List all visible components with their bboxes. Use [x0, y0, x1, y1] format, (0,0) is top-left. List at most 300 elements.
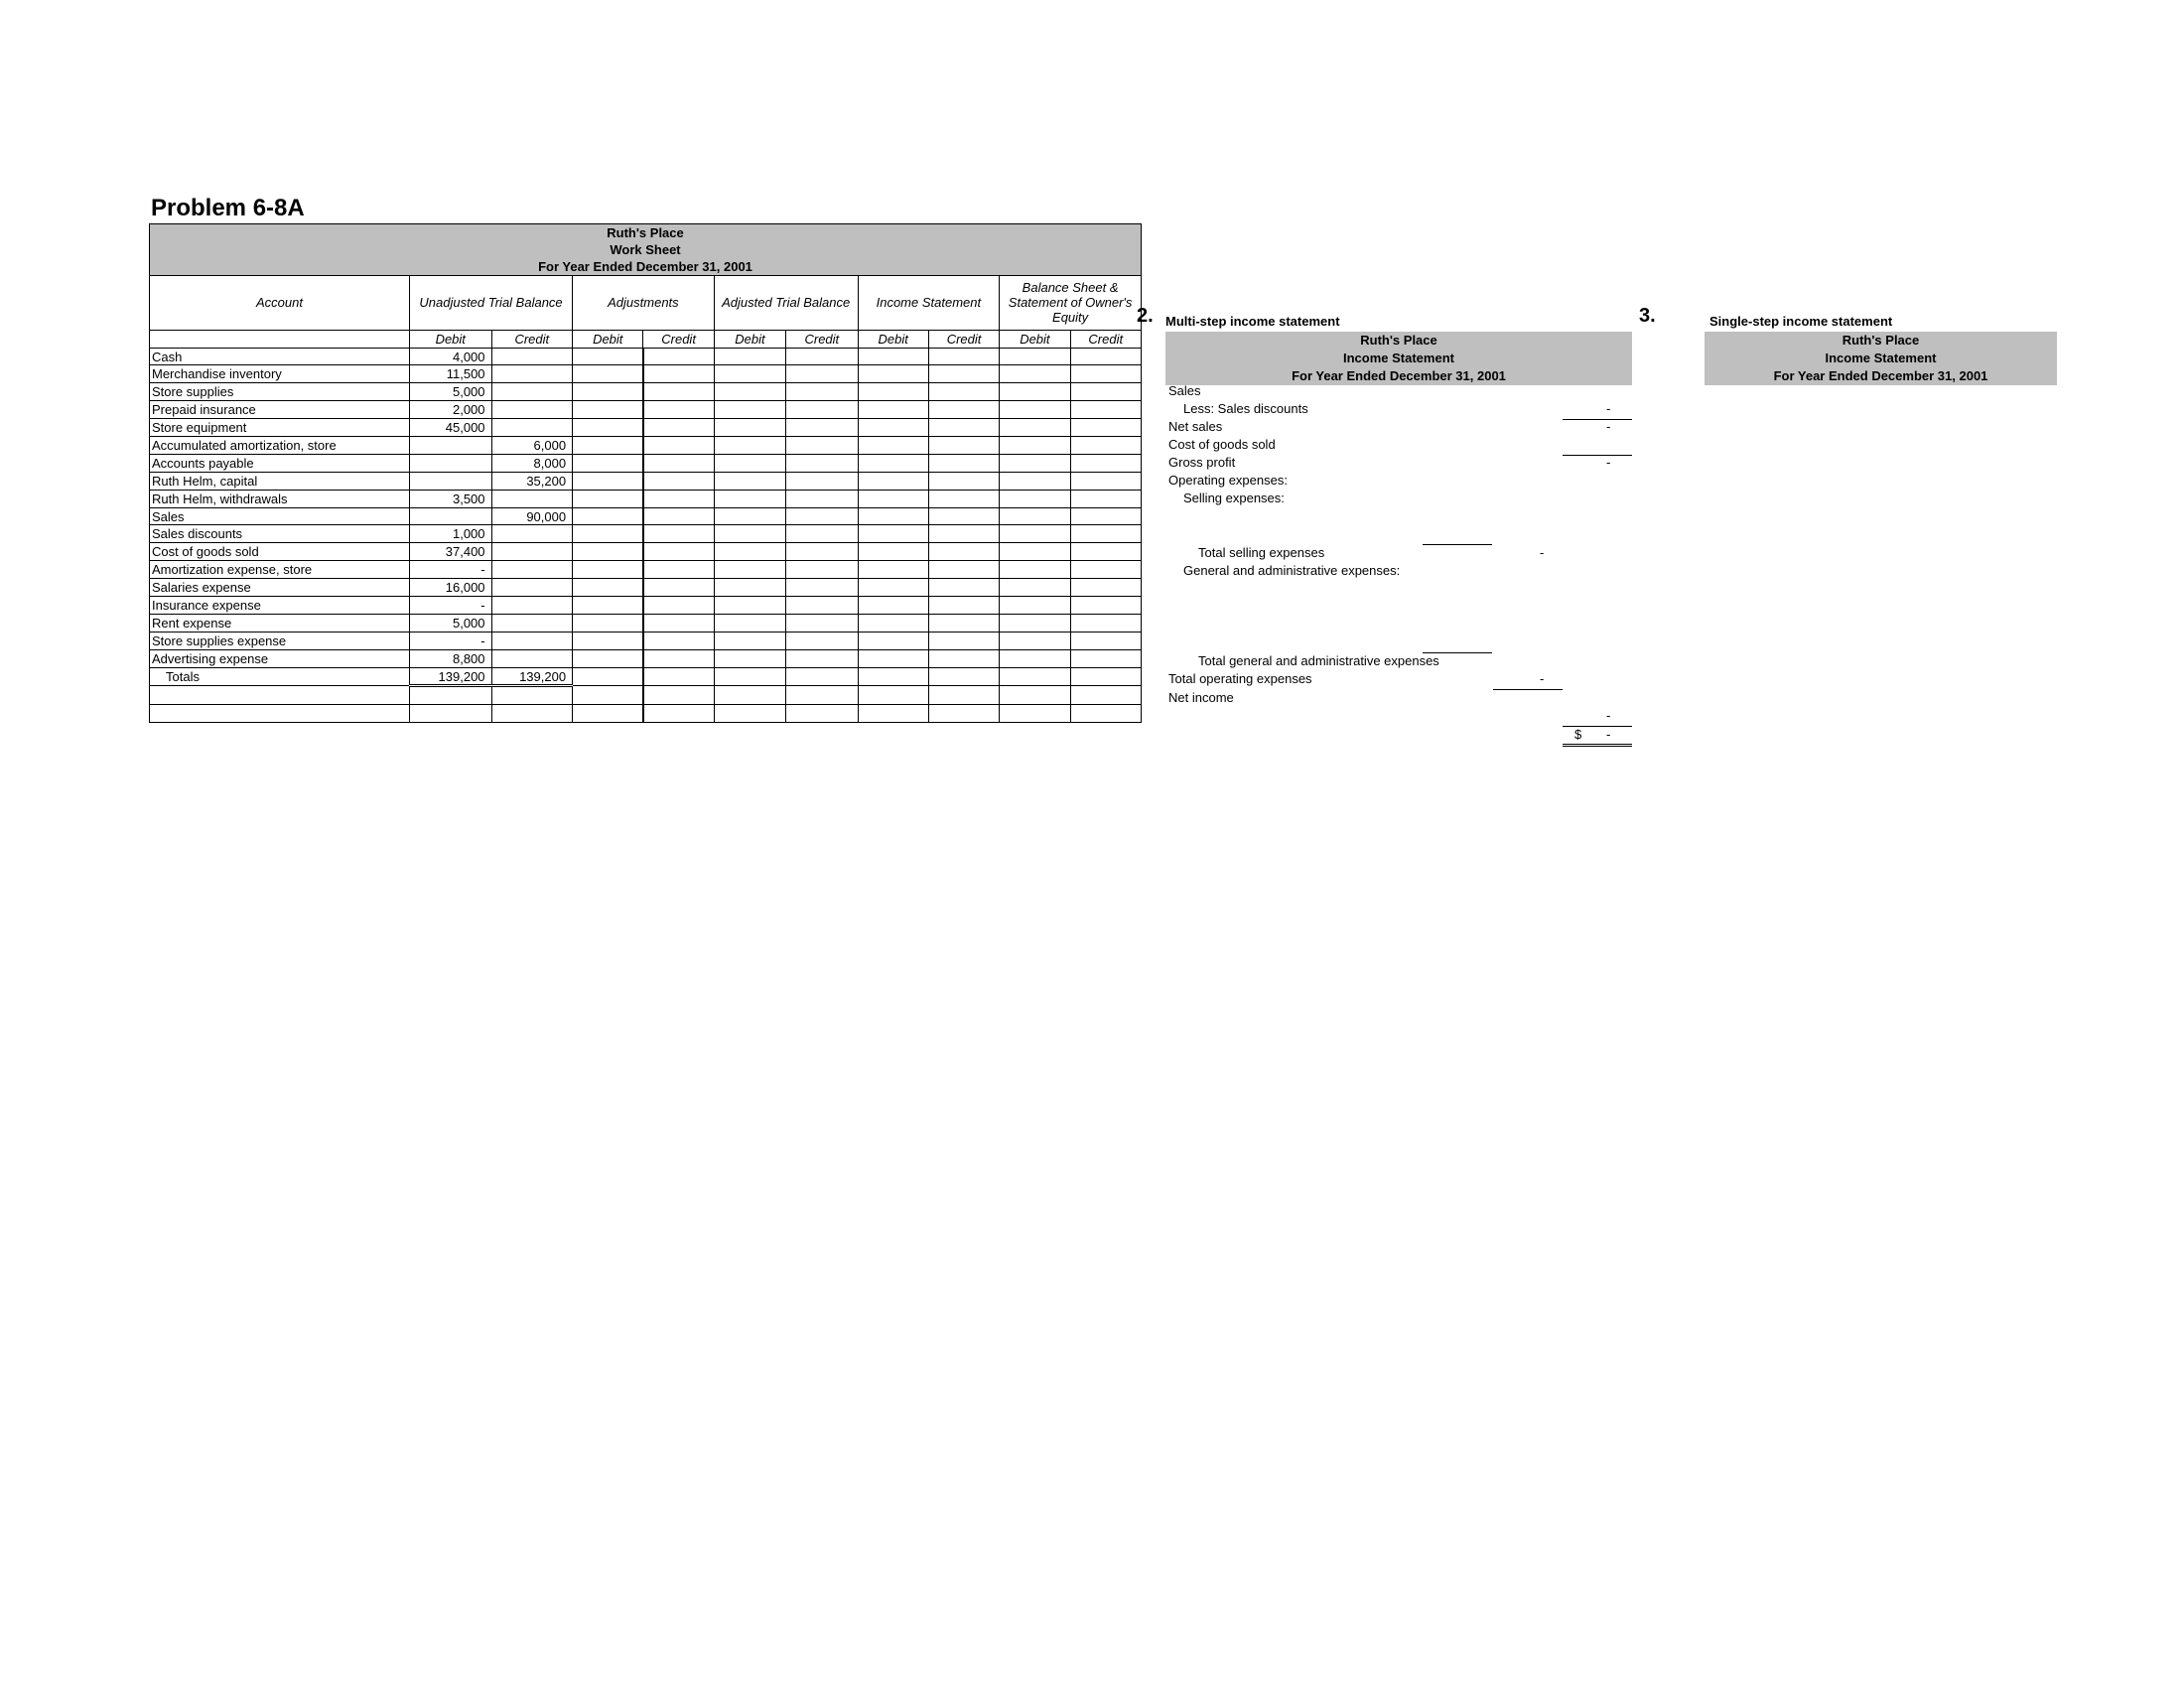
worksheet-body	[150, 348, 1142, 723]
worksheet-period: For Year Ended December 31, 2001	[150, 258, 1142, 275]
empty-cell	[1070, 490, 1141, 507]
empty-cell	[786, 454, 858, 472]
empty-cell	[928, 649, 999, 667]
unadjusted-credit	[491, 543, 573, 561]
multi-step-period: For Year Ended December 31, 2001	[1292, 368, 1506, 383]
empty-cell	[573, 525, 643, 543]
account-name: Cash	[150, 348, 410, 365]
empty-cell	[409, 686, 491, 705]
unadjusted-debit: 37,400	[409, 543, 491, 561]
line-selling-expenses: Selling expenses:	[1183, 491, 1285, 505]
empty-cell	[573, 472, 643, 490]
empty-cell	[643, 401, 714, 419]
unadjusted-credit	[491, 579, 573, 597]
unadjusted-credit	[491, 365, 573, 383]
value-net-income: -	[1606, 727, 1611, 742]
account-name: Store supplies	[150, 383, 410, 401]
empty-cell	[1000, 401, 1070, 419]
line-operating-expenses: Operating expenses:	[1168, 473, 1288, 488]
empty-cell	[858, 705, 928, 723]
empty-cell	[928, 543, 999, 561]
unadjusted-debit	[409, 507, 491, 525]
empty-cell	[928, 472, 999, 490]
empty-cell	[858, 454, 928, 472]
empty-cell	[858, 348, 928, 365]
empty-cell	[786, 614, 858, 632]
unadjusted-debit: 3,500	[409, 490, 491, 507]
empty-cell	[491, 705, 573, 723]
double-rule	[1563, 744, 1632, 747]
empty-cell	[714, 667, 785, 686]
table-row	[150, 614, 1142, 632]
empty-cell	[928, 490, 999, 507]
empty-cell	[1070, 667, 1141, 686]
empty-cell	[714, 437, 785, 455]
empty-cell	[1070, 614, 1141, 632]
empty-cell	[714, 401, 785, 419]
unadjusted-credit	[491, 561, 573, 579]
rule	[1563, 726, 1632, 727]
credit-label: Credit	[643, 330, 714, 348]
empty-cell	[858, 437, 928, 455]
empty-cell	[1000, 383, 1070, 401]
empty-cell	[928, 686, 999, 705]
empty-cell	[1070, 543, 1141, 561]
empty-cell	[714, 454, 785, 472]
empty-cell	[1070, 632, 1141, 649]
empty-cell	[786, 507, 858, 525]
table-row	[150, 686, 1142, 705]
account-name: Insurance expense	[150, 597, 410, 615]
single-step-title: Single-step income statement	[1709, 314, 1893, 329]
multi-step-company: Ruth's Place	[1360, 333, 1437, 348]
empty-cell	[573, 649, 643, 667]
total-credit: 139,200	[491, 667, 573, 686]
credit-label: Credit	[491, 330, 573, 348]
empty-cell	[573, 686, 643, 705]
empty-cell	[1070, 472, 1141, 490]
empty-cell	[1000, 579, 1070, 597]
table-row	[150, 579, 1142, 597]
empty-cell	[714, 348, 785, 365]
empty-cell	[1070, 705, 1141, 723]
empty-cell	[786, 490, 858, 507]
value-net-income-sub: -	[1606, 708, 1611, 723]
unadjusted-debit: 5,000	[409, 614, 491, 632]
empty-cell	[714, 705, 785, 723]
empty-cell	[786, 419, 858, 437]
empty-cell	[928, 365, 999, 383]
totals-row	[150, 667, 1142, 686]
dollar-sign: $	[1574, 727, 1582, 742]
account-name: Merchandise inventory	[150, 365, 410, 383]
empty-cell	[786, 649, 858, 667]
debit-credit-header-row	[150, 330, 1142, 348]
unadjusted-debit: 1,000	[409, 525, 491, 543]
unadjusted-debit	[409, 472, 491, 490]
empty-cell	[1000, 543, 1070, 561]
empty-cell	[1000, 614, 1070, 632]
empty-cell	[150, 705, 410, 723]
credit-label: Credit	[928, 330, 999, 348]
empty-cell	[491, 686, 573, 705]
value-total-operating: -	[1540, 671, 1545, 686]
rule	[1563, 419, 1632, 420]
debit-label: Debit	[409, 330, 491, 348]
empty-cell	[643, 525, 714, 543]
empty-cell	[1070, 561, 1141, 579]
debit-label: Debit	[714, 330, 785, 348]
table-row	[150, 365, 1142, 383]
empty-cell	[573, 454, 643, 472]
empty-cell	[643, 543, 714, 561]
empty-cell	[573, 614, 643, 632]
unadjusted-credit: 90,000	[491, 507, 573, 525]
empty-cell	[1070, 365, 1141, 383]
table-row	[150, 632, 1142, 649]
empty-cell	[786, 437, 858, 455]
line-less-sales-discounts: Less: Sales discounts	[1183, 401, 1308, 416]
empty-cell	[573, 667, 643, 686]
debit-label: Debit	[1000, 330, 1070, 348]
table-row	[150, 649, 1142, 667]
empty-cell	[573, 437, 643, 455]
empty-cell	[1000, 667, 1070, 686]
table-row	[150, 525, 1142, 543]
empty-cell	[643, 472, 714, 490]
empty-cell	[643, 365, 714, 383]
empty-cell	[928, 632, 999, 649]
empty-cell	[1000, 437, 1070, 455]
value-sales-discounts: -	[1606, 401, 1611, 416]
empty-cell	[643, 419, 714, 437]
empty-cell	[714, 507, 785, 525]
empty-cell	[858, 383, 928, 401]
account-name: Cost of goods sold	[150, 543, 410, 561]
empty-cell	[1070, 649, 1141, 667]
table-row	[150, 561, 1142, 579]
unadjusted-credit	[491, 383, 573, 401]
empty-cell	[1000, 632, 1070, 649]
unadjusted-debit: 45,000	[409, 419, 491, 437]
empty-cell	[573, 365, 643, 383]
account-name: Ruth Helm, withdrawals	[150, 490, 410, 507]
empty-cell	[643, 561, 714, 579]
unadjusted-debit: -	[409, 561, 491, 579]
empty-cell	[1000, 365, 1070, 383]
empty-cell	[643, 632, 714, 649]
empty-cell	[928, 419, 999, 437]
account-name: Ruth Helm, capital	[150, 472, 410, 490]
line-total-gen-admin: Total general and administrative expenses	[1198, 653, 1439, 668]
account-header: Account	[150, 275, 410, 330]
empty-cell	[786, 686, 858, 705]
line-gross-profit: Gross profit	[1168, 455, 1236, 470]
empty-cell	[858, 597, 928, 615]
empty-cell	[786, 579, 858, 597]
empty-cell	[858, 507, 928, 525]
empty-cell	[573, 579, 643, 597]
empty-cell	[928, 705, 999, 723]
empty-cell	[714, 419, 785, 437]
empty-cell	[714, 561, 785, 579]
empty-cell	[1000, 686, 1070, 705]
empty-cell	[1070, 454, 1141, 472]
account-name: Rent expense	[150, 614, 410, 632]
empty-cell	[1000, 419, 1070, 437]
empty-cell	[858, 365, 928, 383]
unadjusted-debit: -	[409, 632, 491, 649]
empty-cell	[928, 614, 999, 632]
empty-cell	[643, 667, 714, 686]
empty-cell	[643, 507, 714, 525]
account-name: Store supplies expense	[150, 632, 410, 649]
empty-cell	[573, 383, 643, 401]
single-step-period: For Year Ended December 31, 2001	[1773, 368, 1988, 383]
line-gen-admin: General and administrative expenses:	[1183, 563, 1401, 578]
empty-cell	[1070, 597, 1141, 615]
table-row	[150, 401, 1142, 419]
empty-cell	[858, 686, 928, 705]
account-name: Accumulated amortization, store	[150, 437, 410, 455]
unadjusted-credit	[491, 348, 573, 365]
empty-cell	[928, 579, 999, 597]
single-step-statement: Income Statement	[1825, 351, 1937, 365]
empty-cell	[1000, 472, 1070, 490]
empty-cell	[786, 597, 858, 615]
section-number-2: 2.	[1137, 305, 1154, 327]
table-row	[150, 454, 1142, 472]
empty-cell	[928, 667, 999, 686]
empty-cell	[714, 383, 785, 401]
empty-cell	[714, 686, 785, 705]
empty-cell	[643, 383, 714, 401]
empty-cell	[1000, 705, 1070, 723]
empty-cell	[573, 561, 643, 579]
account-name: Amortization expense, store	[150, 561, 410, 579]
empty-cell	[1000, 507, 1070, 525]
empty-cell	[573, 401, 643, 419]
unadjusted-credit	[491, 649, 573, 667]
unadjusted-credit	[491, 525, 573, 543]
empty-cell	[150, 686, 410, 705]
total-debit: 139,200	[409, 667, 491, 686]
unadjusted-credit	[491, 614, 573, 632]
empty-cell	[786, 632, 858, 649]
unadjusted-credit	[491, 597, 573, 615]
empty-cell	[858, 667, 928, 686]
unadjusted-debit	[409, 454, 491, 472]
line-sales: Sales	[1168, 383, 1201, 398]
debit-label: Debit	[858, 330, 928, 348]
empty-cell	[858, 543, 928, 561]
section-number-3: 3.	[1639, 305, 1656, 327]
unadjusted-credit: 35,200	[491, 472, 573, 490]
account-name: Advertising expense	[150, 649, 410, 667]
empty-cell	[786, 543, 858, 561]
empty-cell	[714, 632, 785, 649]
empty-cell	[409, 705, 491, 723]
unadjusted-credit	[491, 419, 573, 437]
unadjusted-credit: 6,000	[491, 437, 573, 455]
empty-cell	[573, 543, 643, 561]
empty-cell	[1000, 490, 1070, 507]
unadjusted-debit	[409, 437, 491, 455]
empty-cell	[714, 472, 785, 490]
empty-cell	[714, 649, 785, 667]
table-row	[150, 705, 1142, 723]
empty-cell	[928, 525, 999, 543]
line-net-income: Net income	[1168, 690, 1234, 705]
line-total-selling: Total selling expenses	[1198, 545, 1325, 560]
empty-cell	[643, 579, 714, 597]
empty-cell	[573, 632, 643, 649]
empty-cell	[643, 649, 714, 667]
table-row	[150, 507, 1142, 525]
empty-cell	[786, 705, 858, 723]
group-adjusted: Adjusted Trial Balance	[714, 275, 858, 330]
table-row	[150, 490, 1142, 507]
table-row	[150, 419, 1142, 437]
worksheet-title: Work Sheet	[150, 241, 1142, 258]
single-step-company: Ruth's Place	[1842, 333, 1920, 348]
table-row	[150, 597, 1142, 615]
empty-cell	[1070, 401, 1141, 419]
empty-cell	[786, 348, 858, 365]
table-row	[150, 348, 1142, 365]
empty-cell	[573, 597, 643, 615]
empty-cell	[858, 614, 928, 632]
unadjusted-debit: 11,500	[409, 365, 491, 383]
rule	[1563, 455, 1632, 456]
account-name: Accounts payable	[150, 454, 410, 472]
empty-cell	[714, 543, 785, 561]
empty-cell	[786, 667, 858, 686]
empty-cell	[643, 686, 714, 705]
empty-cell	[928, 561, 999, 579]
empty-cell	[786, 561, 858, 579]
unadjusted-debit: 4,000	[409, 348, 491, 365]
empty-cell	[714, 579, 785, 597]
problem-title: Problem 6-8A	[151, 195, 305, 221]
empty-cell	[1000, 525, 1070, 543]
empty-cell	[786, 525, 858, 543]
empty-cell	[858, 490, 928, 507]
account-name: Salaries expense	[150, 579, 410, 597]
empty-cell	[928, 454, 999, 472]
value-total-selling: -	[1540, 545, 1545, 560]
empty-cell	[573, 507, 643, 525]
empty-cell	[643, 597, 714, 615]
unadjusted-credit	[491, 632, 573, 649]
table-row	[150, 543, 1142, 561]
empty-cell	[858, 579, 928, 597]
value-net-sales: -	[1606, 419, 1611, 434]
multi-step-statement: Income Statement	[1343, 351, 1454, 365]
empty-cell	[1000, 454, 1070, 472]
totals-label: Totals	[150, 667, 410, 686]
debit-label: Debit	[573, 330, 643, 348]
empty-cell	[573, 348, 643, 365]
empty-cell	[1070, 525, 1141, 543]
empty-cell	[1070, 383, 1141, 401]
table-row	[150, 472, 1142, 490]
empty-cell	[786, 365, 858, 383]
account-name: Store equipment	[150, 419, 410, 437]
empty-cell	[928, 507, 999, 525]
account-name: Sales	[150, 507, 410, 525]
value-gross-profit: -	[1606, 455, 1611, 470]
group-income-statement: Income Statement	[858, 275, 1000, 330]
empty-cell	[1000, 597, 1070, 615]
table-row	[150, 437, 1142, 455]
table-row	[150, 383, 1142, 401]
empty-cell	[1070, 419, 1141, 437]
empty-cell	[858, 401, 928, 419]
empty-cell	[858, 419, 928, 437]
empty-cell	[1070, 579, 1141, 597]
empty-cell	[643, 437, 714, 455]
worksheet-company: Ruth's Place	[150, 224, 1142, 241]
credit-label: Credit	[786, 330, 858, 348]
empty-cell	[573, 490, 643, 507]
empty-cell	[1070, 507, 1141, 525]
unadjusted-debit: 5,000	[409, 383, 491, 401]
single-step-header	[1705, 332, 2057, 385]
group-unadjusted: Unadjusted Trial Balance	[409, 275, 572, 330]
empty-cell	[714, 490, 785, 507]
empty-cell	[858, 561, 928, 579]
empty-cell	[643, 490, 714, 507]
unadjusted-credit	[491, 490, 573, 507]
rule	[1423, 544, 1492, 545]
empty-cell	[928, 437, 999, 455]
empty-cell	[1070, 348, 1141, 365]
empty-cell	[1070, 437, 1141, 455]
account-name: Prepaid insurance	[150, 401, 410, 419]
empty-cell	[643, 614, 714, 632]
empty-cell	[1000, 348, 1070, 365]
empty-cell	[858, 632, 928, 649]
multi-step-header	[1165, 332, 1632, 385]
empty-cell	[858, 525, 928, 543]
empty-cell	[928, 401, 999, 419]
empty-cell	[1070, 686, 1141, 705]
empty-cell	[643, 454, 714, 472]
empty-cell	[858, 472, 928, 490]
empty-cell	[714, 365, 785, 383]
empty-cell	[573, 705, 643, 723]
empty-cell	[714, 597, 785, 615]
account-name: Sales discounts	[150, 525, 410, 543]
unadjusted-debit: 8,800	[409, 649, 491, 667]
unadjusted-debit: 16,000	[409, 579, 491, 597]
empty-cell	[714, 614, 785, 632]
empty-cell	[928, 597, 999, 615]
unadjusted-credit: 8,000	[491, 454, 573, 472]
empty-cell	[573, 419, 643, 437]
empty-cell	[786, 383, 858, 401]
credit-label: Credit	[1070, 330, 1141, 348]
group-balance-sheet: Balance Sheet & Statement of Owner's Equity	[1000, 275, 1142, 330]
empty-cell	[1000, 561, 1070, 579]
unadjusted-credit	[491, 401, 573, 419]
line-total-operating: Total operating expenses	[1168, 671, 1312, 686]
empty-cell	[858, 649, 928, 667]
empty-cell	[643, 705, 714, 723]
empty-cell	[928, 383, 999, 401]
worksheet-table	[149, 223, 1142, 723]
